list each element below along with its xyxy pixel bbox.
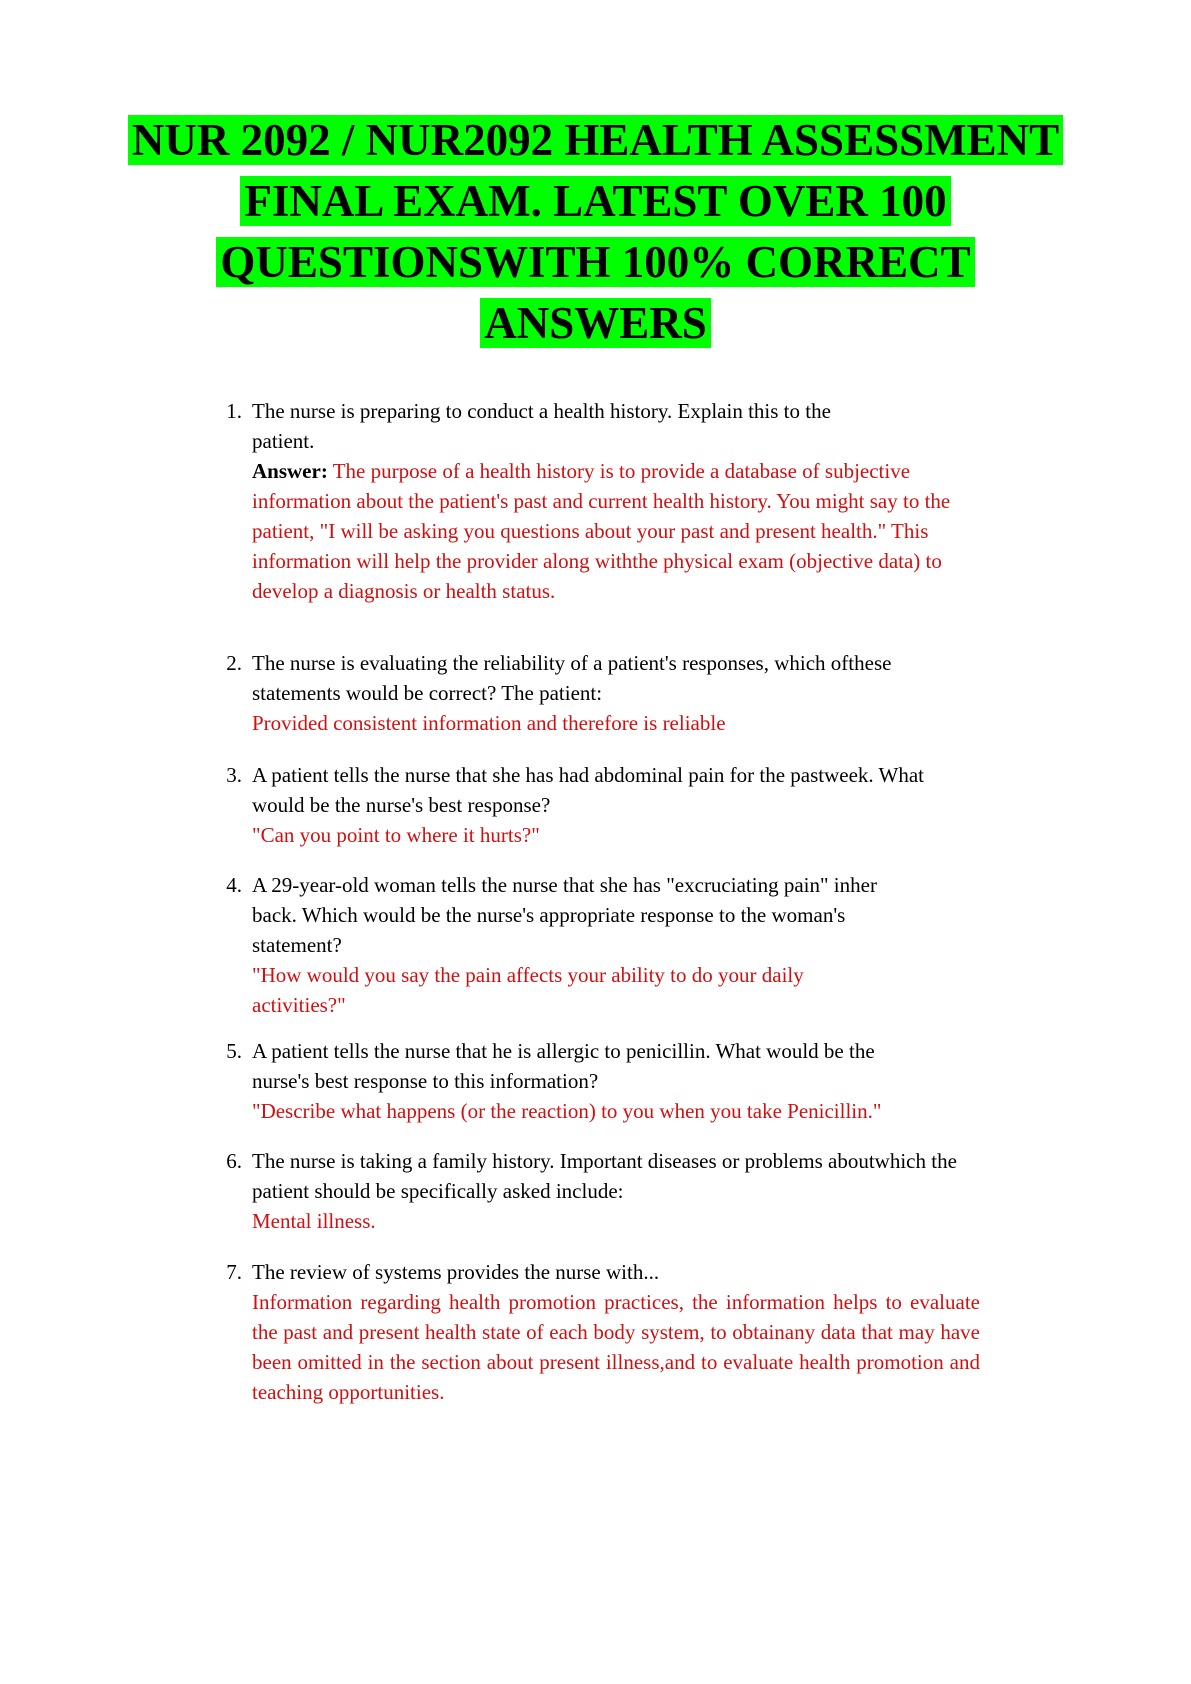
- question-number: 6.: [226, 1149, 242, 1173]
- question-text: The nurse is evaluating the reliability of a patient's responses, which ofthese statements would be correct? The patient:: [252, 651, 892, 705]
- question-text: The nurse is taking a family history. Important diseases or problems aboutwhich the patient should be specifically asked include:: [252, 1149, 957, 1203]
- question-number: 4.: [226, 873, 242, 897]
- question-number: 3.: [226, 763, 242, 787]
- question-number: 7.: [226, 1260, 242, 1284]
- answer-text: "How would you say the pain affects your ability to do your daily activities?": [252, 963, 804, 1017]
- title-line-4: ANSWERS: [480, 298, 711, 348]
- question-number: 1.: [226, 399, 242, 423]
- question-item-4: [220, 870, 940, 1020]
- answer-text: "Describe what happens (or the reaction) to you when you take Penicillin.": [252, 1099, 882, 1123]
- question-number: 5.: [226, 1039, 242, 1063]
- question-item-5: [220, 1036, 960, 1126]
- answer-text: Provided consistent information and therefore is reliable: [252, 711, 726, 735]
- question-item-7: [220, 1257, 980, 1407]
- question-number: 2.: [226, 651, 242, 675]
- answer-text: Mental illness.: [252, 1209, 376, 1233]
- answer-label: Answer:: [252, 459, 328, 483]
- question-item-3: [220, 760, 940, 850]
- question-text: A patient tells the nurse that he is allergic to penicillin. What would be the nurse's best response to this information?: [252, 1039, 875, 1093]
- question-item-1: [220, 396, 960, 606]
- question-text: A 29-year-old woman tells the nurse that she has "excruciating pain" inher back. Which would be the nurse's appropriate response to the woman's statement?: [252, 873, 877, 957]
- answer-text: "Can you point to where it hurts?": [252, 823, 540, 847]
- question-text: A patient tells the nurse that she has had abdominal pain for the pastweek. What would be the nurse's best response?: [252, 763, 925, 817]
- question-item-6: [220, 1146, 980, 1236]
- question-text: The review of systems provides the nurse with...: [252, 1260, 660, 1284]
- question-item-2: [220, 648, 940, 738]
- title-line-2: FINAL EXAM. LATEST OVER 100: [240, 176, 950, 226]
- title-line-1: NUR 2092 / NUR2092 HEALTH ASSESSMENT: [128, 115, 1063, 165]
- answer-text: The purpose of a health history is to provide a database of subjective information about the patient's past and current health history. You might say to the patient, "I will be asking you questions about your past and present health." This information will help the provider along withthe physical exam (objective data) to develop a diagnosis or health status.: [252, 459, 951, 603]
- title-line-3: QUESTIONSWITH 100% CORRECT: [216, 237, 974, 287]
- question-text: The nurse is preparing to conduct a health history. Explain this to the patient.: [252, 399, 831, 453]
- answer-text: Information regarding health promotion practices, the information helps to evaluate the past and present health state of each body system, to obtainany data that may have been omitted in the section about present illness,and to evaluate health promotion and teaching opportunities.: [252, 1290, 980, 1404]
